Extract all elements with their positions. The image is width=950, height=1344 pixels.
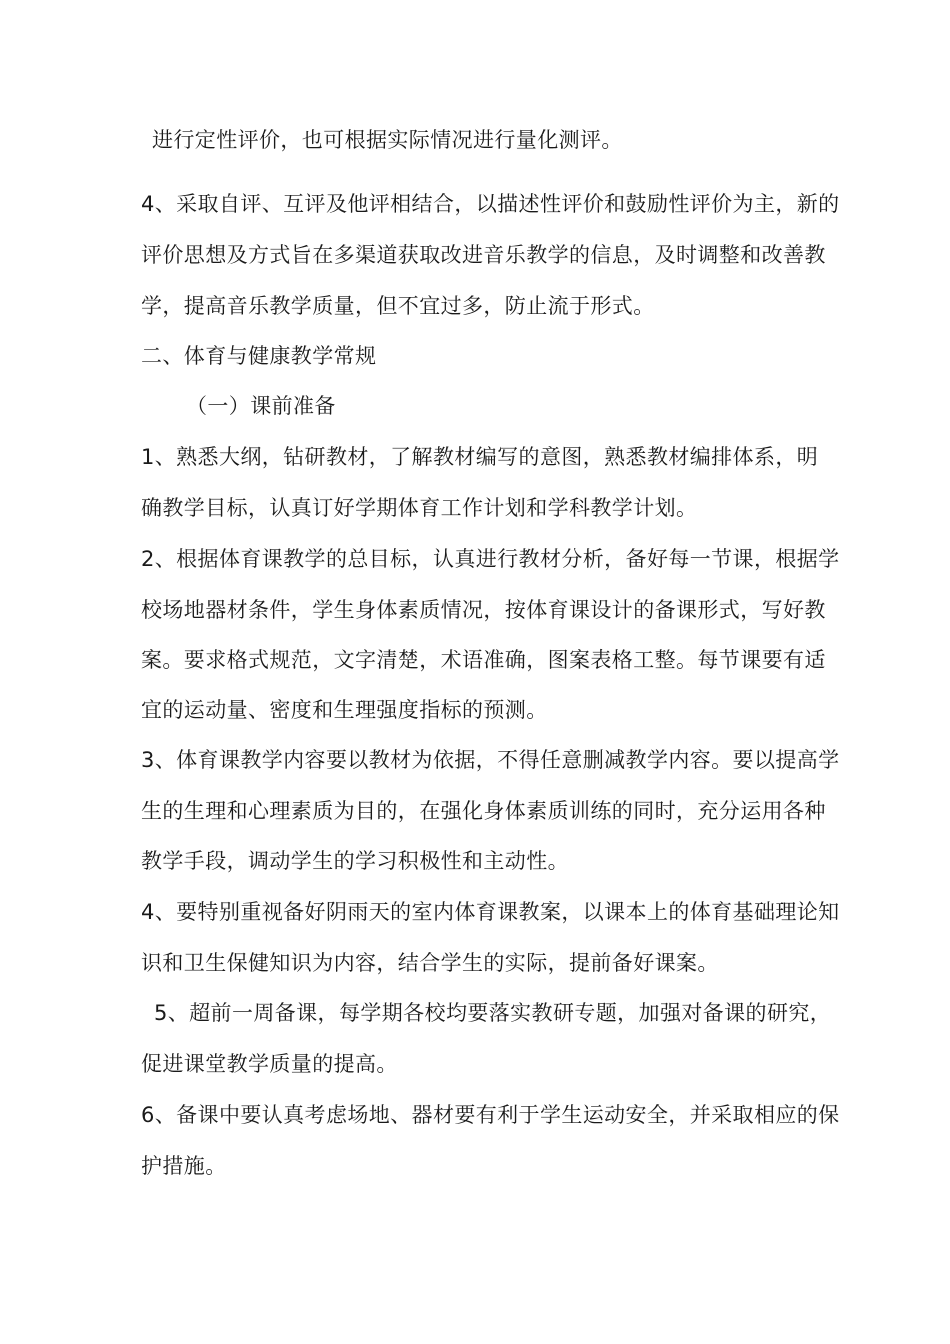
text-line: 确教学目标，认真订好学期体育工作计划和学科教学计划。 — [141, 496, 698, 520]
section-heading: 二、体育与健康教学常规 — [141, 344, 377, 368]
text-line: 识和卫生保健知识为内容，结合学生的实际，提前备好课案。 — [141, 951, 719, 975]
text-line: 促进课堂教学质量的提高。 — [141, 1052, 398, 1076]
text-line: 宜的运动量、密度和生理强度指标的预测。 — [141, 698, 548, 722]
text-line: 学，提高音乐教学质量，但不宜过多，防止流于形式。 — [141, 294, 655, 318]
text-line: 1、熟悉大纲，钻研教材，了解教材编写的意图，熟悉教材编排体系，明 — [141, 445, 819, 469]
text-line: 6、备课中要认真考虑场地、器材要有利于学生运动安全，并采取相应的保 — [141, 1103, 840, 1127]
text-line: 校场地器材条件，学生身体素质情况，按体育课设计的备课形式，写好教 — [141, 598, 826, 622]
text-line: 评价思想及方式旨在多渠道获取改进音乐教学的信息，及时调整和改善教 — [141, 243, 826, 267]
text-line: 护措施。 — [141, 1154, 227, 1178]
text-line: 5、超前一周备课，每学期各校均要落实教研专题，加强对备课的研究， — [154, 1001, 832, 1025]
text-line: 4、要特别重视备好阴雨天的室内体育课教案，以课本上的体育基础理论知 — [141, 900, 840, 924]
text-line: 2、根据体育课教学的总目标，认真进行教材分析，备好每一节课，根据学 — [141, 547, 840, 571]
text-line: 4、采取自评、互评及他评相结合，以描述性评价和鼓励性评价为主，新的 — [141, 192, 840, 216]
text-line: 案。要求格式规范，文字清楚，术语准确，图案表格工整。每节课要有适 — [141, 648, 826, 672]
text-line: 生的生理和心理素质为目的，在强化身体素质训练的同时，充分运用各种 — [141, 799, 826, 823]
text-line: 3、体育课教学内容要以教材为依据，不得任意删减教学内容。要以提高学 — [141, 748, 840, 772]
subsection-heading: （一）课前准备 — [186, 394, 336, 418]
text-line: 进行定性评价，也可根据实际情况进行量化测评。 — [152, 128, 623, 152]
text-line: 教学手段，调动学生的学习积极性和主动性。 — [141, 849, 569, 873]
